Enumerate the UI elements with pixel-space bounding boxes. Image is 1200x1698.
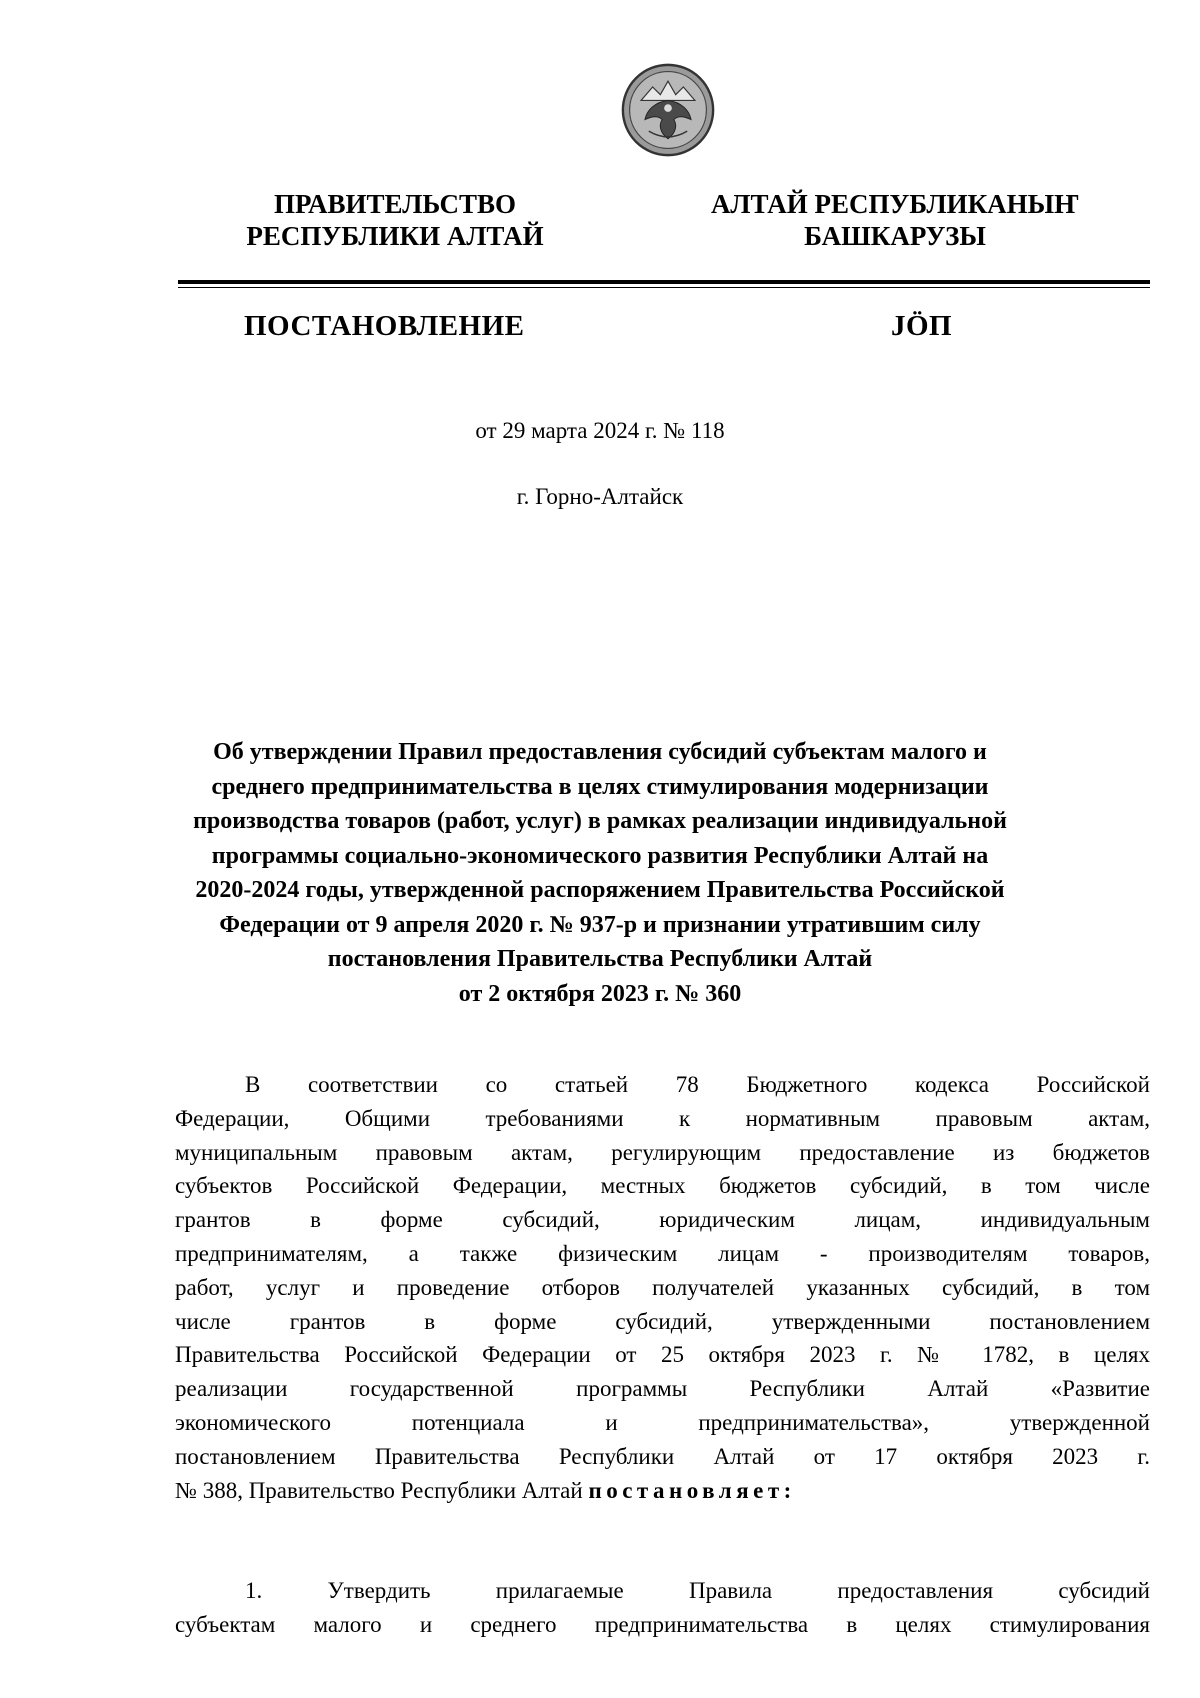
document-date-number: от 29 марта 2024 г. № 118 bbox=[475, 418, 725, 443]
title-line: от 2 октября 2023 г. № 360 bbox=[458, 980, 742, 1007]
paragraph-line: экономического потенциала и предпринимательства», утвержденной bbox=[175, 1409, 1150, 1435]
republic-altai-emblem-icon bbox=[620, 62, 716, 158]
org-name-russian-line-2: РЕСПУБЛИКИ АЛТАЙ bbox=[246, 221, 544, 251]
org-name-russian-line-1: ПРАВИТЕЛЬСТВО bbox=[273, 189, 517, 219]
paragraph-line: грантов в форме субсидий, юридическим лицам, индивидуальным bbox=[175, 1207, 1150, 1233]
paragraph-line: Правительства Российской Федерации от 25 октября 2023 г. № 1782, в целях bbox=[175, 1342, 1150, 1368]
org-name-altai-line-1: АЛТАЙ РЕСПУБЛИКАНЫҤ bbox=[710, 189, 1080, 219]
paragraph-line: реализации государственной программы Республики Алтай «Развитие bbox=[175, 1376, 1150, 1402]
paragraph-line: муниципальным правовым актам, регулирующим предоставление из бюджетов bbox=[175, 1139, 1150, 1165]
header-divider-thick bbox=[178, 280, 1150, 284]
title-line: производства товаров (работ, услуг) в рамках реализации индивидуальной bbox=[193, 808, 1007, 834]
org-name-altai-line-2: БАШКАРУЗЫ bbox=[804, 221, 986, 251]
paragraph-line: числе грантов в форме субсидий, утвержденными постановлением bbox=[175, 1308, 1150, 1334]
title-line: Об утверждении Правил предоставления субсидий субъектам малого и bbox=[213, 739, 987, 765]
document-city: г. Горно-Алтайск bbox=[516, 484, 684, 509]
org-name-altai bbox=[685, 188, 1105, 252]
document-title bbox=[160, 735, 1040, 1011]
title-line: программы социально-экономического развития Республики Алтай на bbox=[211, 842, 989, 869]
paragraph-line: работ, услуг и проведение отборов получателей указанных субсидий, в том bbox=[175, 1274, 1150, 1300]
paragraph-line: субъектов Российской Федерации, местных бюджетов субсидий, в том числе bbox=[175, 1173, 1150, 1199]
resolves-keyword: постановляет: bbox=[588, 1477, 796, 1503]
title-line: Федерации от 9 апреля 2020 г. № 937-р и признании утратившим силу bbox=[219, 911, 981, 938]
header-divider-thin bbox=[178, 287, 1150, 288]
paragraph-line: В соответствии со статьей 78 Бюджетного кодекса Российской bbox=[245, 1072, 1150, 1097]
title-line: постановления Правительства Республики Алтай bbox=[327, 946, 873, 972]
title-line: среднего предпринимательства в целях стимулирования модернизации bbox=[211, 773, 989, 800]
paragraph-line: 1. Утвердить прилагаемые Правила предоставления субсидий bbox=[245, 1578, 1150, 1603]
doc-type-altai: JӦП bbox=[891, 310, 953, 342]
org-name-russian bbox=[185, 188, 605, 252]
paragraph-line: предпринимателям, а также физическим лицам - производителям товаров, bbox=[175, 1240, 1150, 1266]
paragraph-line: субъектам малого и среднего предпринимательства в целях стимулирования bbox=[175, 1611, 1150, 1637]
title-line: 2020-2024 годы, утвержденной распоряжением Правительства Российской bbox=[195, 877, 1005, 903]
doc-type-russian: ПОСТАНОВЛЕНИЕ bbox=[244, 310, 525, 342]
preamble-paragraph bbox=[175, 1068, 1150, 1507]
paragraph-line: постановлением Правительства Республики Алтай от 17 октября 2023 г. bbox=[175, 1443, 1150, 1469]
paragraph-line bbox=[175, 1474, 1150, 1508]
paragraph-last-line-text: № 388, Правительство Республики Алтай bbox=[175, 1477, 589, 1503]
clause-1-paragraph bbox=[175, 1574, 1150, 1642]
paragraph-line: Федерации, Общими требованиями к нормативным правовым актам, bbox=[175, 1105, 1150, 1131]
